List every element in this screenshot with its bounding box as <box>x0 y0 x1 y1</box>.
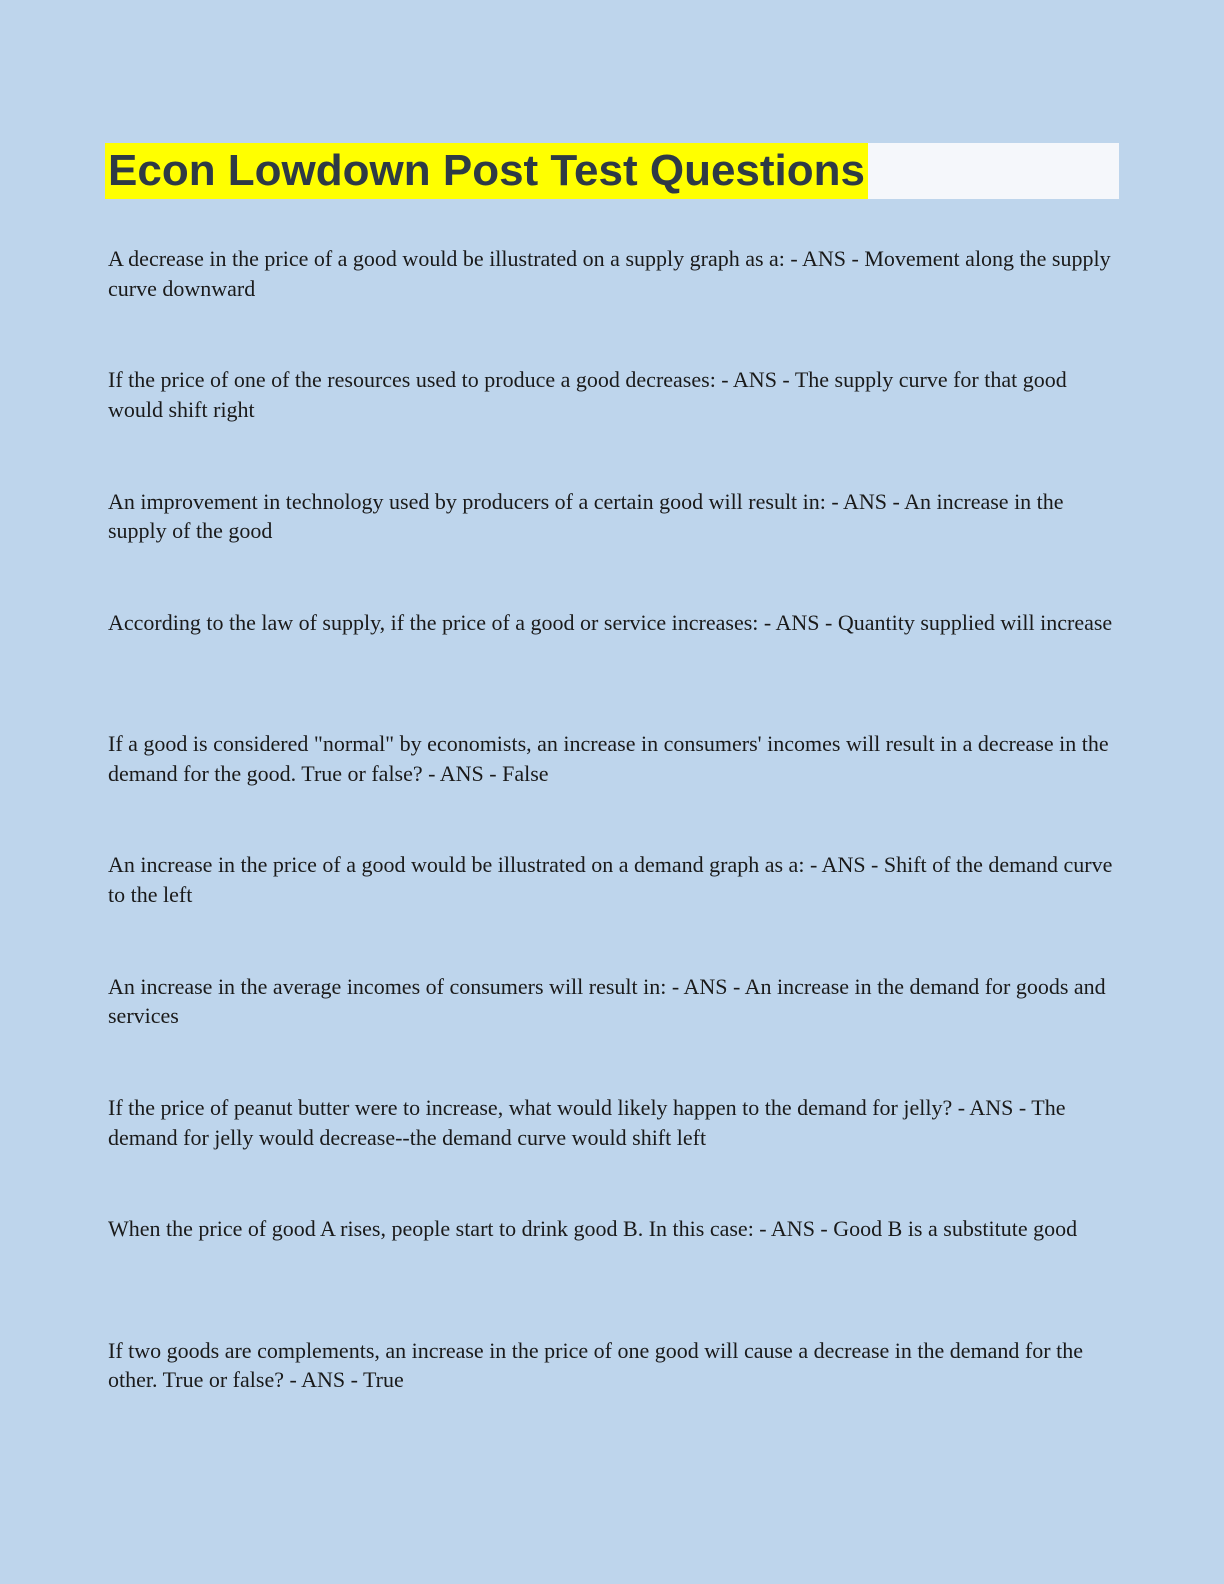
question-answer-4: According to the law of supply, if the price of a good or service increases: - ANS - Quantity supplied will increase <box>108 609 1113 635</box>
question-answer-8: If the price of peanut butter were to increase, what would likely happen to the demand for jelly? - ANS - The demand for jelly would decrease--the demand curve would shift left <box>108 1095 1066 1150</box>
page-title: Econ Lowdown Post Test Questions <box>105 143 868 199</box>
question-answer-5: If a good is considered "normal" by economists, an increase in consumers' incomes will result in a decrease in the demand for the good. True or false? - ANS - False <box>108 731 1109 786</box>
question-answer-3: An improvement in technology used by producers of a certain good will result in: - ANS - An increase in the supply of the good <box>108 488 1064 544</box>
question-answer-10: If two goods are complements, an increase in the price of one good will cause a decrease in the demand for the other. True or false? - ANS - True <box>108 1337 1083 1393</box>
question-answer-9: When the price of good A rises, people start to drink good B. In this case: - ANS - Good B is a substitute good <box>108 1216 1078 1242</box>
question-answer-2: If the price of one of the resources used to produce a good decreases: - ANS - The supply curve for that good would shift right <box>108 367 1067 422</box>
question-answer-7: An increase in the average incomes of consumers will result in: - ANS - An increase in the demand for goods and services <box>108 973 1106 1029</box>
title-banner <box>105 143 1119 199</box>
question-answer-6: An increase in the price of a good would be illustrated on a demand graph as a: - ANS - Shift of the demand curve to the left <box>108 852 1113 907</box>
question-answer-1: A decrease in the price of a good would be illustrated on a supply graph as a: - ANS - Movement along the supply curve downward <box>108 246 1111 301</box>
question-list <box>108 244 1118 1457</box>
